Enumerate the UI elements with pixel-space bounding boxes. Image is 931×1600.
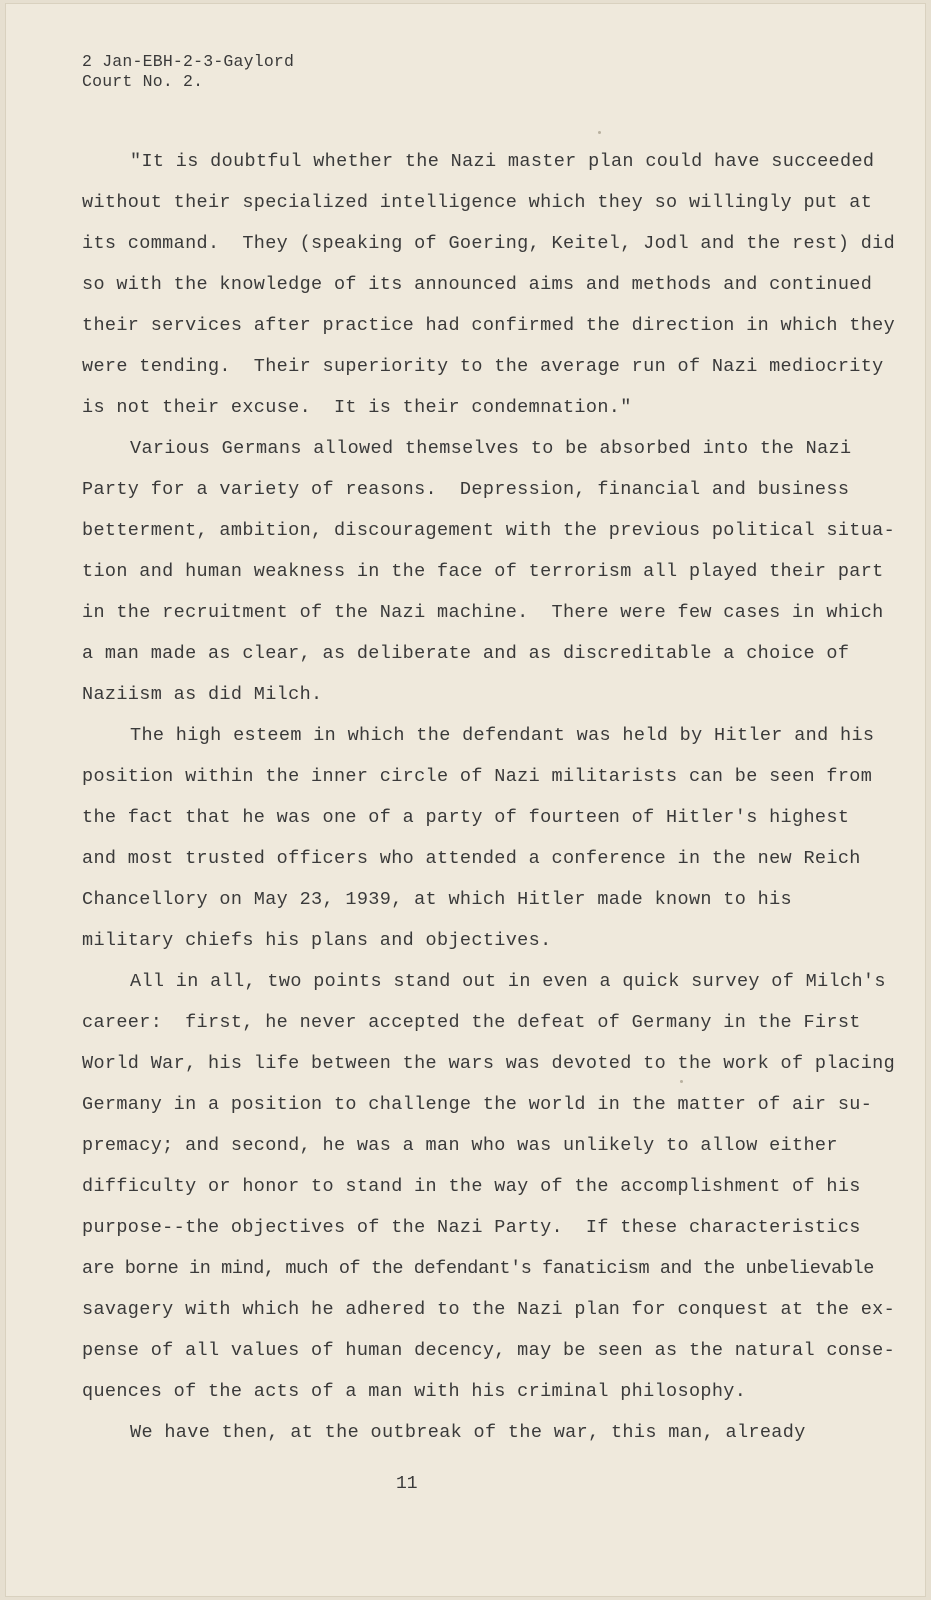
text-line: a man made as clear, as deliberate and as discreditable a choice of — [82, 643, 850, 664]
paper-speck — [598, 131, 601, 134]
text-line: pense of all values of human decency, may be seen as the natural conse- — [82, 1340, 896, 1361]
text-line: in the recruitment of the Nazi machine. There were few cases in which — [82, 602, 884, 623]
header-reference: 2 Jan-EBH-2-3-Gaylord — [82, 52, 295, 71]
text-line: their services after practice had confirmed the direction in which they — [82, 315, 896, 336]
text-line: betterment, ambition, discouragement with the previous political situa- — [82, 520, 896, 541]
text-line: are borne in mind, much of the defendant's fanaticism and the unbelievable — [82, 1258, 874, 1279]
document-header — [82, 52, 294, 92]
text-line: Naziism as did Milch. — [82, 684, 323, 705]
text-line: "It is doubtful whether the Nazi master plan could have succeeded — [130, 151, 875, 172]
text-line: so with the knowledge of its announced aims and methods and continued — [82, 274, 873, 295]
text-line: Germany in a position to challenge the world in the matter of air su- — [82, 1094, 873, 1115]
text-line: tion and human weakness in the face of terrorism all played their part — [82, 561, 884, 582]
text-line: were tending. Their superiority to the average run of Nazi mediocrity — [82, 356, 884, 377]
text-line: Party for a variety of reasons. Depression, financial and business — [82, 479, 850, 500]
text-line: We have then, at the outbreak of the war, this man, already — [130, 1422, 806, 1443]
text-line: career: first, he never accepted the defeat of Germany in the First — [82, 1012, 861, 1033]
text-line: Chancellory on May 23, 1939, at which Hitler made known to his — [82, 889, 793, 910]
text-line: its command. They (speaking of Goering, Keitel, Jodl and the rest) did — [82, 233, 896, 254]
text-line: position within the inner circle of Nazi militarists can be seen from — [82, 766, 873, 787]
text-line: savagery with which he adhered to the Nazi plan for conquest at the ex- — [82, 1299, 896, 1320]
text-line: quences of the acts of a man with his criminal philosophy. — [82, 1381, 747, 1402]
document-page — [6, 4, 925, 1596]
text-line: is not their excuse. It is their condemnation." — [82, 397, 632, 418]
page-number: 11 — [396, 1474, 418, 1494]
text-line: World War, his life between the wars was devoted to the work of placing — [82, 1053, 896, 1074]
text-line: difficulty or honor to stand in the way of the accomplishment of his — [82, 1176, 861, 1197]
text-line: without their specialized intelligence which they so willingly put at — [82, 192, 873, 213]
text-line: and most trusted officers who attended a conference in the new Reich — [82, 848, 861, 869]
text-line: Various Germans allowed themselves to be absorbed into the Nazi — [130, 438, 852, 459]
text-line: premacy; and second, he was a man who was unlikely to allow either — [82, 1135, 838, 1156]
text-line: purpose--the objectives of the Nazi Party. If these characteristics — [82, 1217, 861, 1238]
text-line: military chiefs his plans and objectives. — [82, 930, 552, 951]
text-line: The high esteem in which the defendant was held by Hitler and his — [130, 725, 875, 746]
text-line: the fact that he was one of a party of fourteen of Hitler's highest — [82, 807, 850, 828]
header-court: Court No. 2. — [82, 72, 204, 91]
text-line: All in all, two points stand out in even a quick survey of Milch's — [130, 971, 886, 992]
paper-speck — [680, 1080, 683, 1083]
